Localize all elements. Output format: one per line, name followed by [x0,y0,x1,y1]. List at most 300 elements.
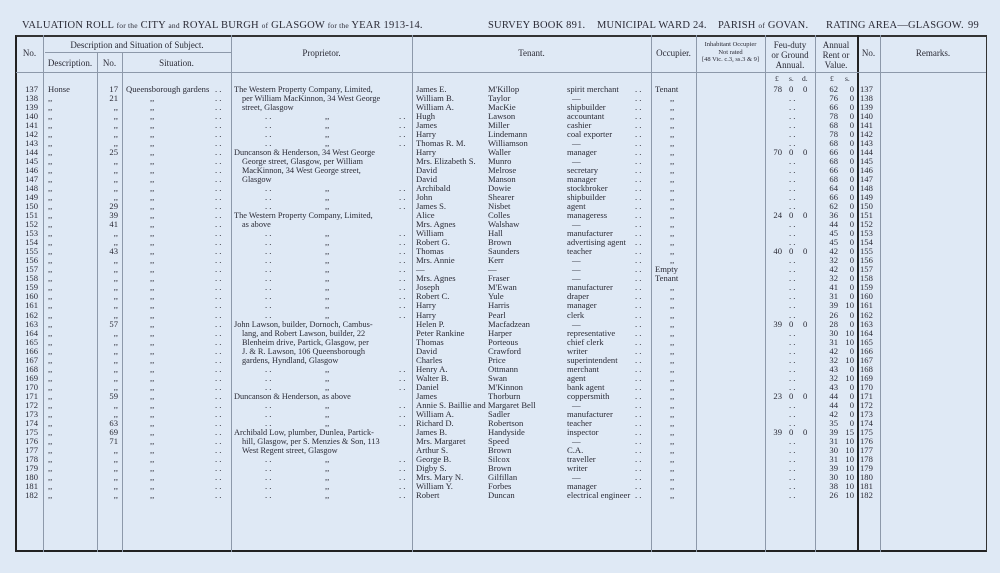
tenant-first-name: William A. [416,408,454,419]
proprietor-ditto-dots: . . [399,291,406,302]
proprietor-ditto: ,, [325,471,330,482]
row-number-right: 138 [860,93,873,104]
proprietor-ditto: ,, [325,372,330,383]
tenant-dots: . . [635,318,642,329]
tenant-occupation: secretary [567,165,599,176]
situation-dots: . . [215,408,222,419]
tenant-surname: Williamson [488,138,528,149]
street-number: ,, [113,462,118,473]
page-number: 99 [968,20,979,31]
occupier: ,, [670,138,675,149]
occupier: ,, [670,318,675,329]
row-number-right: 149 [860,192,873,203]
street-number: ,, [113,453,118,464]
description: Honse [48,84,70,94]
description: ,, [48,255,53,266]
street-number: 59 [109,390,118,401]
tenant-dots: . . [635,300,642,311]
rent-shillings: 0 [849,228,854,239]
feu-dots: . . [789,201,796,212]
proprietor-ditto: ,, [325,462,330,473]
proprietor-ditto-dots: . . [265,408,272,419]
tenant-occupation: shipbuilder [567,102,606,113]
tenant-dots: . . [635,480,642,491]
proprietor: The Western Property Company, Limited, [234,211,373,221]
description: ,, [48,453,53,464]
rent-pounds: 44 [829,219,838,230]
tenant-surname: Brown [488,237,512,248]
rent-pounds: 31 [829,435,838,446]
row-number-right: 139 [860,102,873,113]
rent-shillings: 0 [849,111,854,122]
occupier: ,, [670,390,675,401]
feu-pounds: 78 [773,84,782,94]
tenant-surname: Lindemann [488,129,528,140]
tenant-surname: Brown [488,444,512,455]
tenant-surname: Silcox [488,453,510,464]
row-number: 137 [25,84,38,94]
proprietor-ditto-dots: . . [265,462,272,473]
tenant-first-name: Hugh [416,111,436,122]
tenant-first-name: Thomas [416,246,444,257]
feu-dots: . . [789,309,796,320]
tenant-surname: Porteous [488,336,519,347]
feu-dots: . . [789,471,796,482]
street-number: ,, [113,471,118,482]
row-number-right: 171 [860,390,873,401]
proprietor-ditto: ,, [325,399,330,410]
feu-dots: . . [789,120,796,131]
situation: ,, [150,435,155,446]
proprietor-ditto-dots: . . [265,291,272,302]
situation: ,, [150,291,155,302]
row-number: 153 [25,228,38,239]
proprietor-ditto-dots: . . [265,201,272,212]
tenant-occupation: stockbroker [567,183,608,194]
tenant-surname: Miller [488,120,510,131]
street-number: 21 [109,93,118,104]
tenant-first-name: James [416,120,438,131]
description: ,, [48,156,53,167]
tenant-dots: . . [635,291,642,302]
occupier: ,, [670,156,675,167]
tenant-dots: . . [635,426,642,437]
situation: ,, [150,201,155,212]
rent-shillings: 0 [849,345,854,356]
rent-pounds: 39 [829,462,838,473]
tenant-dots: . . [635,372,642,383]
rent-pounds: 66 [829,102,838,113]
rent-shillings: 0 [849,219,854,230]
situation-dots: . . [215,471,222,482]
street-number: ,, [113,300,118,311]
street-number: ,, [113,309,118,320]
feu-dots: . . [789,435,796,446]
tenant-occupation: agent [567,201,586,212]
row-number-right: 151 [860,210,873,221]
proprietor: Duncanson & Henderson, as above [234,391,351,401]
situation: ,, [150,165,155,176]
rent-shillings: 15 [845,426,854,437]
tenant-dots: . . [635,120,642,131]
tenant-dots: . . [635,399,642,410]
description: ,, [48,237,53,248]
rent-shillings: 0 [849,381,854,392]
row-number-right: 172 [860,399,873,410]
description: ,, [48,372,53,383]
tenant-occupation: coppersmith [567,390,610,401]
tenant-dots: . . [635,381,642,392]
situation-dots: . . [215,273,222,284]
tenant-first-name: Daniel [416,381,439,392]
tenant-surname: Munro [488,156,512,167]
description: ,, [48,435,53,446]
row-number: 180 [25,471,38,482]
tenant-surname: M'Killop [488,84,520,94]
feu-pounds: 40 [773,246,782,257]
rent-pounds: 68 [829,120,838,131]
feu-dots: . . [789,93,796,104]
proprietor-ditto-dots: . . [265,372,272,383]
proprietor-ditto: ,, [325,183,330,194]
situation: ,, [150,129,155,140]
tenant-occupation: shipbuilder [567,192,606,203]
feu-dots: . . [789,453,796,464]
situation-dots: . . [215,129,222,140]
rent-pounds: 26 [829,309,838,320]
header-feu-duty: Feu-duty or Ground Annual. [771,40,809,70]
tenant-dots: . . [635,444,642,455]
feu-shillings: 0 [789,390,794,401]
feu-dots: . . [789,462,796,473]
proprietor-ditto: ,, [325,489,330,500]
situation: ,, [150,282,155,293]
proprietor-ditto: ,, [325,480,330,491]
situation-dots: . . [215,399,222,410]
rent-pounds: 31 [829,336,838,347]
feu-dots: . . [789,165,796,176]
feu-dots: . . [789,102,796,113]
rent-shillings: 10 [845,453,854,464]
situation-dots: . . [215,138,222,149]
street-number: ,, [113,282,118,293]
occupier: ,, [670,111,675,122]
feu-pounds: 70 [773,147,782,158]
description: ,, [48,219,53,230]
street-number: ,, [113,345,118,356]
rent-pounds: 31 [829,291,838,302]
row-number: 147 [25,174,38,185]
tenant-occupation: inspector [567,426,599,437]
situation: ,, [150,345,155,356]
row-number-right: 162 [860,309,873,320]
situation: ,, [150,327,155,338]
rent-pounds: 68 [829,138,838,149]
feu-pence: 0 [803,210,808,221]
description: ,, [48,291,53,302]
row-number: 160 [25,291,38,302]
row-number: 138 [25,93,38,104]
street-number: ,, [113,354,118,365]
situation: ,, [150,336,155,347]
street-number: ,, [113,183,118,194]
tenant-dots: . . [635,129,642,140]
rent-pounds: 66 [829,147,838,158]
rent-shillings: 10 [845,489,854,500]
street-number: 29 [109,201,118,212]
page-title: VALUATION ROLL for the CITY and ROYAL BURGH of GLASGOW for the YEAR 1913-14. [22,20,423,31]
row-number-right: 166 [860,345,873,356]
tenant-first-name: Mrs. Agnes [416,273,456,284]
feu-shillings: 0 [789,210,794,221]
rent-shillings: 0 [849,93,854,104]
rent-pounds: 45 [829,228,838,239]
situation: ,, [150,390,155,401]
tenant-occupation: teacher [567,417,592,428]
proprietor-ditto-dots: . . [265,237,272,248]
proprietor-ditto: ,, [325,255,330,266]
rent-pounds: 31 [829,453,838,464]
feu-dots: . . [789,273,796,284]
occupier: ,, [670,183,675,194]
situation: ,, [150,246,155,257]
occupier: ,, [670,174,675,185]
tenant-first-name: William B. [416,93,454,104]
occupier: ,, [670,444,675,455]
feu-dots: . . [789,228,796,239]
municipal-ward: MUNICIPAL WARD 24. [597,20,707,31]
feu-dots: . . [789,381,796,392]
row-number-right: 169 [860,372,873,383]
situation: ,, [150,453,155,464]
situation-dots: . . [215,228,222,239]
occupier: ,, [670,480,675,491]
occupier: ,, [670,291,675,302]
tenant-surname: Duncan [488,489,515,500]
description: ,, [48,201,53,212]
proprietor-ditto: ,, [325,138,330,149]
proprietor-ditto: ,, [325,408,330,419]
proprietor: per William MacKinnon, 34 West George [242,94,381,104]
rent-shillings: 10 [845,354,854,365]
situation: ,, [150,111,155,122]
rent-pounds: 42 [829,345,838,356]
proprietor-ditto-dots: . . [265,489,272,500]
row-number-right: 175 [860,426,873,437]
tenant-first-name: David [416,345,438,356]
description: ,, [48,417,53,428]
feu-dots: . . [789,363,796,374]
description: ,, [48,399,53,410]
description: ,, [48,381,53,392]
description: ,, [48,336,53,347]
situation-dots: . . [215,354,222,365]
tenant-surname: M'Kinnon [488,381,523,392]
tenant-dots: . . [635,453,642,464]
street-number: ,, [113,291,118,302]
occupier: ,, [670,219,675,230]
rent-shillings: 0 [849,273,854,284]
rent-shillings: 10 [845,480,854,491]
tenant-first-name: William Y. [416,480,453,491]
header-annual-rent: Annual Rent or Value. [822,40,850,70]
feu-dots: . . [789,372,796,383]
feu-pence: 0 [803,390,808,401]
row-number-right: 163 [860,318,873,329]
situation: ,, [150,210,155,221]
survey-book: SURVEY BOOK 891. [488,20,586,31]
street-number: ,, [113,138,118,149]
tenant-first-name: Richard D. [416,417,454,428]
proprietor: as above [242,220,271,230]
rent-shillings: 0 [849,309,854,320]
row-number: 162 [25,309,38,320]
situation-dots: . . [215,264,222,275]
occupier: ,, [670,471,675,482]
tenant-dots: . . [635,147,642,158]
row-number-right: 150 [860,201,873,212]
proprietor: gardens, Hyndland, Glasgow [242,355,339,365]
rent-pounds: 42 [829,264,838,275]
row-number: 174 [25,417,38,428]
rent-shillings: 0 [849,165,854,176]
row-number-right: 152 [860,219,873,230]
rent-pounds: 43 [829,363,838,374]
tenant-first-name: Thomas R. M. [416,138,466,149]
rent-pounds: 35 [829,417,838,428]
proprietor-ditto: ,, [325,237,330,248]
situation-dots: . . [215,165,222,176]
street-number: ,, [113,372,118,383]
feu-shillings: 0 [789,246,794,257]
street-number: ,, [113,102,118,113]
tenant-first-name: Charles [416,354,443,365]
rent-shillings: 10 [845,327,854,338]
tenant-first-name: Helen P. [416,318,445,329]
description: ,, [48,93,53,104]
tenant-occupation: clerk [567,309,585,320]
tenant-dots: . . [635,462,642,473]
row-number: 150 [25,201,38,212]
description: ,, [48,102,53,113]
row-number: 176 [25,435,38,446]
tenant-occupation: — [572,138,581,149]
situation: ,, [150,93,155,104]
tenant-first-name: James S. [416,201,447,212]
rent-shillings: 10 [845,300,854,311]
street-number: 41 [109,219,118,230]
tenant-first-name: Robert C. [416,291,450,302]
rent-shillings: 0 [849,417,854,428]
situation-dots: . . [215,255,222,266]
tenant-first-name: James [416,390,438,401]
street-number: 71 [109,435,118,446]
proprietor: MacKinnon, 34 West George street, [242,166,361,176]
rent-shillings: 0 [849,156,854,167]
title-part: VALUATION ROLL [22,20,114,31]
street-number: ,, [113,327,118,338]
proprietor-ditto-dots: . . [399,300,406,311]
description: ,, [48,471,53,482]
situation: ,, [150,318,155,329]
situation: ,, [150,264,155,275]
proprietor-ditto-dots: . . [399,129,406,140]
proprietor-ditto-dots: . . [265,111,272,122]
feu-shillings: 0 [789,147,794,158]
tenant-surname: Manson [488,174,516,185]
proprietor-ditto-dots: . . [265,282,272,293]
row-number-right: 146 [860,165,873,176]
occupier: ,, [670,192,675,203]
situation: ,, [150,480,155,491]
tenant-surname: Dowie [488,183,511,194]
tenant-occupation: agent [567,372,586,383]
feu-pounds: 23 [773,390,782,401]
header-situation: Situation. [159,58,194,68]
street-number: ,, [113,165,118,176]
tenant-dots: . . [635,345,642,356]
situation-dots: . . [215,372,222,383]
row-number: 144 [25,147,38,158]
header-description: Description. [47,58,93,68]
situation-dots: . . [215,462,222,473]
tenant-surname: Thorburn [488,390,521,401]
description: ,, [48,120,53,131]
tenant-surname: Ottmann [488,363,519,374]
proprietor-ditto-dots: . . [265,273,272,284]
proprietor-ditto-dots: . . [265,264,272,275]
row-number-right: 182 [860,489,873,500]
situation-dots: . . [215,309,222,320]
street-number: ,, [113,363,118,374]
situation: ,, [150,300,155,311]
tenant-occupation: representative [567,327,616,338]
proprietor-ditto-dots: . . [265,480,272,491]
proprietor-ditto-dots: . . [265,453,272,464]
description: ,, [48,129,53,140]
proprietor-ditto-dots: . . [399,363,406,374]
row-number-right: 154 [860,237,873,248]
tenant-first-name: Walter B. [416,372,449,383]
rent-shillings: 0 [849,255,854,266]
proprietor-ditto-dots: . . [399,453,406,464]
proprietor-ditto-dots: . . [399,471,406,482]
tenant-dots: . . [635,165,642,176]
rent-pounds: 44 [829,390,838,401]
feu-dots: . . [789,444,796,455]
units-row: £ s. d. £ s. [775,74,850,83]
rent-shillings: 10 [845,462,854,473]
row-number: 139 [25,102,38,113]
tenant-occupation: electrical engineer [567,489,631,500]
row-number: 179 [25,462,38,473]
situation-dots: . . [215,120,222,131]
tenant-dots: . . [635,336,642,347]
rent-pounds: 78 [829,129,838,140]
proprietor: J. & R. Lawson, 106 Queensborough [242,346,366,356]
occupier: Tenant [655,84,679,94]
tenant-dots: . . [635,273,642,284]
situation-dots: . . [215,246,222,257]
proprietor-ditto: ,, [325,453,330,464]
tenant-occupation: — [572,471,581,482]
proprietor-ditto: ,, [325,291,330,302]
proprietor: lang, and Robert Lawson, builder, 22 [242,328,366,338]
occupier: ,, [670,327,675,338]
situation-dots: . . [215,210,222,221]
tenant-dots: . . [635,138,642,149]
proprietor-ditto-dots: . . [399,237,406,248]
